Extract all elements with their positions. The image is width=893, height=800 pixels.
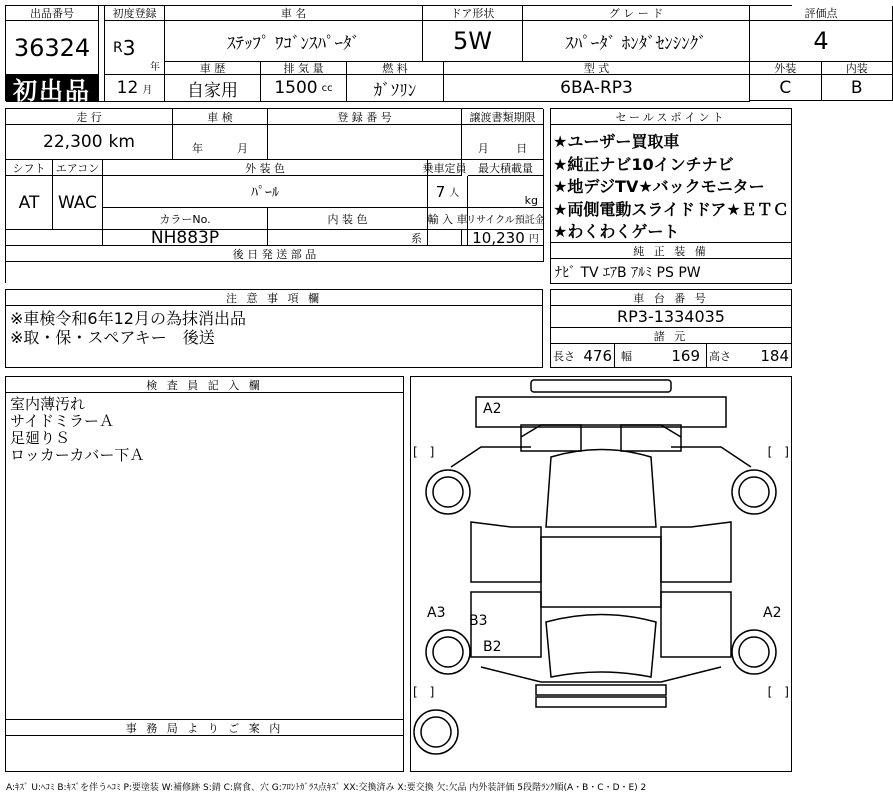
right-rear-door-shape: [661, 522, 731, 582]
right-rear-wheel-inner: [739, 477, 769, 507]
first-reg-label: 初度登録: [105, 6, 165, 21]
transfer-month-unit: 月: [477, 142, 489, 155]
first-listing-badge: 初出品: [6, 75, 99, 102]
diagram-bracket-right-top: [ ]: [767, 445, 789, 459]
chassis-value: RP3-1334035: [551, 306, 792, 328]
shift-value: AT: [6, 176, 53, 230]
color-no-label: カラーNo.: [103, 208, 268, 230]
diagram-mark-b3: B3: [469, 613, 488, 629]
sales-point-item: ★純正ナビ10インチナビ: [553, 154, 734, 174]
rear-bumper-shape: [531, 380, 671, 392]
equipment-value: ﾅﾋﾞ TV ｴｱB ｱﾙﾐ PS PW: [555, 265, 701, 281]
diagram-mark-left: A3: [427, 605, 446, 621]
import-label: 輸 入 車: [428, 208, 468, 230]
equipment-panel: [550, 242, 792, 284]
width-value: 169: [671, 346, 700, 365]
inspector-label: 検 査 員 記 入 欄: [6, 377, 403, 393]
inspector-line: 室内薄汚れ: [10, 395, 86, 413]
sales-point-item: ★地デジTV★バックモニター: [553, 177, 765, 196]
sales-point-item: ★わくわくゲート: [553, 222, 680, 241]
score-value: 4: [750, 21, 893, 62]
exterior-color-value: ﾊﾟｰﾙ: [103, 176, 428, 208]
fuel-label: 燃 料: [347, 62, 444, 75]
windshield-shape: [546, 615, 656, 678]
grade-value: ｽﾊﾟｰﾀﾞ ﾎﾝﾀﾞｾﾝｼﾝｸﾞ: [523, 21, 750, 62]
exterior-grade-value: C: [750, 75, 822, 101]
interior-color-unit: 系: [411, 231, 422, 245]
max-load-cell: [468, 176, 544, 208]
height-label: 高さ: [709, 349, 731, 363]
inspector-panel: [5, 376, 404, 772]
history-label: 車 歴: [165, 62, 261, 75]
office-label: 事 務 局 よ り ご 案 内: [6, 720, 403, 736]
recycle-value: 10,230: [472, 228, 525, 247]
mileage-label: 走 行: [6, 109, 173, 125]
registration-label: 登 録 番 号: [268, 109, 462, 125]
model-value: 6BA-RP3: [444, 75, 750, 102]
import-cell-a: [428, 230, 462, 246]
capacity-cell: [428, 176, 468, 208]
first-reg-month-unit: 月: [142, 84, 153, 96]
details-grid: [5, 108, 543, 283]
first-reg-year: 3: [122, 35, 136, 60]
interior-color-cell: [268, 230, 428, 246]
sales-points-label: セールスポイント: [551, 109, 791, 125]
diagram-mark-right: A2: [763, 605, 782, 621]
inspector-list: [6, 393, 403, 464]
office-section: [6, 719, 403, 736]
first-reg-era: R: [113, 39, 123, 56]
chassis-grid: [550, 289, 792, 368]
recycle-label: リサイクル預託金: [468, 208, 544, 230]
car-name: ｽﾃｯﾌﾟ ﾜｺﾞﾝｽﾊﾟｰﾀﾞ: [165, 21, 423, 62]
transfer-cell: [462, 125, 544, 160]
spare-wheel-inner: [421, 717, 451, 747]
interior-grade-label: 内装: [822, 62, 893, 75]
displacement-cell: [261, 75, 347, 102]
transfer-label: 譲渡書類期限: [462, 109, 544, 125]
diagram-bracket-left-bottom: [ ]: [413, 685, 435, 699]
grade-label: グ レ ー ド: [523, 6, 750, 21]
recycle-unit: 円: [528, 234, 539, 245]
registration-value: [268, 125, 462, 160]
score-panel: [750, 6, 893, 102]
inspection-year-unit: 年: [192, 142, 203, 155]
specs-label: 諸 元: [551, 328, 792, 344]
notes-panel: [5, 289, 543, 368]
lot-number-label: 出品番号: [6, 6, 99, 21]
height-cell: [707, 344, 792, 368]
inspector-line: ロッカーカバー下Ａ: [10, 446, 145, 464]
roof-center-shape: [541, 537, 661, 607]
score-label: 評価点: [750, 6, 893, 21]
header-grid: [5, 5, 868, 105]
shift-label: シフト: [6, 160, 53, 176]
length-value: 476: [583, 346, 612, 365]
length-cell: [551, 344, 615, 368]
width-cell: [615, 344, 707, 368]
left-front-wheel-inner: [433, 637, 463, 667]
interior-grade-value: B: [822, 75, 893, 101]
front-bumper-shape: [536, 697, 666, 707]
right-rear-quarter-shape: [671, 447, 751, 467]
door-value: 5W: [423, 21, 523, 62]
first-reg-year-unit: 年: [150, 62, 160, 73]
mileage-cell: [6, 125, 173, 160]
width-label: 幅: [621, 349, 632, 363]
sales-point-item: ★ユーザー買取車: [553, 132, 680, 151]
exterior-grade-label: 外装: [750, 62, 822, 75]
capacity-label: 乗車定員: [422, 161, 467, 175]
note-line: ※車検令和6年12月の為抹消出品: [10, 309, 246, 328]
sales-point-item: ★両側電動スライドドア★ＥＴＣ: [553, 199, 789, 219]
first-reg-month: 12: [116, 78, 139, 98]
first-reg-year-cell: [105, 21, 165, 75]
inspector-line: サイドミラーＡ: [10, 412, 114, 430]
hood-line-shape: [481, 667, 721, 682]
left-rear-quarter-shape: [451, 447, 531, 467]
legend-footer: A:ｷｽﾞ U:ﾍｺﾐ B:ｷｽﾞを伴うﾍｺﾐ P:要塗装 W:補修跡 S:錆 C:腐食、穴 G:ﾌﾛﾝﾄｶﾞﾗｽ点ｷｽﾞ XX:交換済み X:要交換 欠:欠品 内外装評価 5段階ﾗﾝｸ順(A・B・C・D・E) 2: [6, 783, 647, 793]
car-name-label: 車 名: [165, 6, 423, 21]
sales-points-list: [551, 125, 791, 244]
history-value: 自家用: [165, 75, 261, 102]
displacement-value: 1500: [274, 78, 318, 98]
diagram-mark-rear: A2: [483, 401, 502, 417]
notes-list: [6, 306, 542, 347]
shift-bottom-spacer: [6, 230, 103, 246]
max-load-label: 最大積載量: [468, 160, 544, 176]
fuel-value: ｶﾞｿﾘﾝ: [347, 75, 444, 102]
recycle-cell: [468, 230, 544, 246]
mileage-value: 22,300: [43, 132, 103, 152]
right-front-wheel-inner: [739, 637, 769, 667]
displacement-unit: cc: [321, 82, 333, 94]
later-parts-label: 後 日 発 送 部 品: [6, 246, 544, 262]
inspection-cell: [173, 125, 268, 160]
note-line: ※取・保・スペアキー 後送: [10, 328, 215, 347]
chassis-label: 車 台 番 号: [551, 290, 792, 306]
left-rear-wheel-inner: [433, 477, 463, 507]
height-value: 184: [760, 346, 789, 365]
color-no-value: NH883P: [103, 230, 268, 246]
exterior-color-label: 外 装 色: [103, 160, 428, 176]
roof-glass-shape: [546, 450, 656, 528]
first-reg-month-cell: [105, 75, 165, 102]
transfer-day-unit: 日: [516, 142, 528, 155]
length-label: 長さ: [553, 349, 575, 363]
car-diagram: [411, 377, 791, 771]
diagram-bracket-left-top: [ ]: [413, 445, 435, 459]
notes-label: 注 意 事 項 欄: [6, 290, 542, 306]
capacity-unit: 人: [449, 188, 460, 199]
model-label: 型 式: [444, 62, 750, 75]
aircon-label: エアコン: [53, 160, 103, 176]
left-rear-door-shape: [471, 522, 541, 582]
interior-color-label: 内 装 色: [268, 208, 428, 230]
diagram-bracket-right-bottom: [ ]: [767, 685, 789, 699]
inspection-label: 車 検: [173, 109, 268, 125]
displacement-label: 排 気 量: [261, 62, 347, 75]
diagram-mark-b2: B2: [483, 639, 502, 655]
roof-rear-shape: [476, 397, 726, 427]
aircon-value: WAC: [53, 176, 103, 230]
inspection-month-unit: 月: [237, 142, 248, 155]
equipment-label: 純 正 装 備: [551, 243, 791, 259]
lot-number: 36324: [6, 21, 99, 75]
door-label: ドア形状: [423, 6, 523, 21]
mileage-unit: km: [108, 132, 135, 152]
front-grille-shape: [536, 685, 666, 695]
car-diagram-panel: [410, 376, 792, 772]
max-load-unit: kg: [524, 194, 538, 207]
right-slide-door-shape: [661, 592, 731, 657]
inspector-line: 足廻りＳ: [10, 429, 71, 447]
capacity-value: 7: [435, 182, 446, 201]
